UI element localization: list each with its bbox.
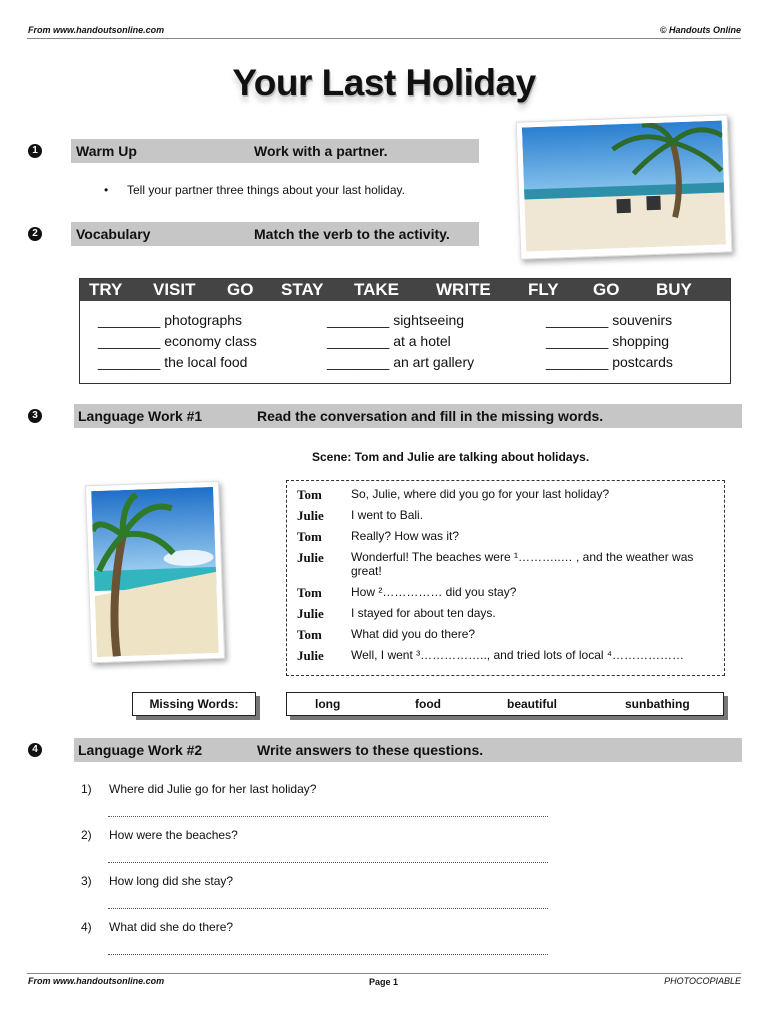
question-number: 1) <box>81 782 92 796</box>
vocab-item: ________ souvenirs <box>546 312 673 328</box>
section-1-bar <box>71 139 479 163</box>
header-divider <box>27 38 741 39</box>
missing-words-label: Missing Words: <box>132 692 256 716</box>
section-4-number: 4 <box>28 743 42 757</box>
question-text: What did she do there? <box>109 920 234 934</box>
blank: ________ <box>327 354 390 370</box>
vocab-item: ________ sightseeing <box>327 312 465 328</box>
scene-description: Scene: Tom and Julie are talking about holidays. <box>312 450 590 464</box>
section-3-instruction: Read the conversation and fill in the missing words. <box>257 408 604 424</box>
section-3-label: Language Work #1 <box>78 408 203 424</box>
vocab-item: ________ postcards <box>546 354 673 370</box>
vocab-item: ________ an art gallery <box>327 354 475 370</box>
answer-line[interactable] <box>108 954 548 955</box>
missing-word: food <box>415 697 441 711</box>
verb: VISIT <box>153 280 196 299</box>
verb: TRY <box>89 280 123 299</box>
bullet-dot: • <box>104 183 109 197</box>
question-text: Where did Julie go for her last holiday? <box>109 782 317 796</box>
verb: TAKE <box>354 280 400 299</box>
section-2-label: Vocabulary <box>76 226 151 242</box>
vocab-item: ________ shopping <box>546 333 670 349</box>
section-4-instruction: Write answers to these questions. <box>257 742 484 758</box>
section-2-bar <box>71 222 479 246</box>
conversation-box: Tom So, Julie, where did you go for your last holiday? Julie I went to Bali. Tom Really? How was it? Julie Wonderful! The beaches were ¹………..… , and the weather was great! Tom How ²…………… did you stay? Julie I stayed for about ten days. Tom What did you do there? Julie Well, I went ³…………….., and tried lots of local ⁴……………… <box>286 480 725 676</box>
header-copyright: © Handouts Online <box>659 25 741 35</box>
warmup-bullet: Tell your partner three things about your last holiday. <box>127 183 405 197</box>
question-number: 2) <box>81 828 92 842</box>
missing-word: sunbathing <box>625 697 690 711</box>
missing-word: beautiful <box>507 697 557 711</box>
verb: BUY <box>656 280 692 299</box>
vocabulary-box <box>79 278 731 384</box>
header-source: From www.handoutsonline.com <box>28 25 165 35</box>
verb-header <box>80 279 730 301</box>
question-text: How long did she stay? <box>109 874 234 888</box>
blank: ________ <box>546 333 609 349</box>
beach-chairs-image <box>522 121 726 252</box>
answer-line[interactable] <box>108 908 548 909</box>
section-1-label: Warm Up <box>76 143 137 159</box>
blank: ________ <box>327 312 390 328</box>
blank: ________ <box>327 333 390 349</box>
page-number: Page 1 <box>369 977 399 987</box>
section-2-number: 2 <box>28 227 42 241</box>
section-4-bar <box>74 738 742 762</box>
vocab-item: ________ economy class <box>98 333 257 349</box>
verb: WRITE <box>436 280 491 299</box>
blank: ________ <box>98 333 161 349</box>
missing-words-box <box>286 692 724 716</box>
palm-beach-image <box>91 487 219 657</box>
question-text: How were the beaches? <box>109 828 238 842</box>
section-3-bar <box>74 404 742 428</box>
verb: GO <box>227 280 254 299</box>
section-3-number: 3 <box>28 409 42 423</box>
beach-photo-chairs <box>516 114 733 259</box>
vocab-item: ________ photographs <box>98 312 243 328</box>
section-1-instruction: Work with a partner. <box>254 143 388 159</box>
question-number: 4) <box>81 920 92 934</box>
question-number: 3) <box>81 874 92 888</box>
footer-source: From www.handoutsonline.com <box>28 976 165 986</box>
blank: ________ <box>546 354 609 370</box>
missing-word: long <box>315 697 341 711</box>
section-1-number: 1 <box>28 144 42 158</box>
page-title: Your Last Holiday <box>232 62 536 103</box>
blank: ________ <box>98 354 161 370</box>
vocab-item: ________ at a hotel <box>327 333 451 349</box>
answer-line[interactable] <box>108 862 548 863</box>
verb: STAY <box>281 280 324 299</box>
verb: GO <box>593 280 620 299</box>
section-4-label: Language Work #2 <box>78 742 203 758</box>
footer-photocopiable: PHOTOCOPIABLE <box>664 976 741 986</box>
vocab-item: ________ the local food <box>98 354 248 370</box>
section-2-instruction: Match the verb to the activity. <box>254 226 450 242</box>
footer-divider <box>27 973 741 974</box>
answer-line[interactable] <box>108 816 548 817</box>
beach-photo-palm <box>85 481 225 664</box>
blank: ________ <box>546 312 609 328</box>
blank: ________ <box>98 312 161 328</box>
verb: FLY <box>528 280 559 299</box>
